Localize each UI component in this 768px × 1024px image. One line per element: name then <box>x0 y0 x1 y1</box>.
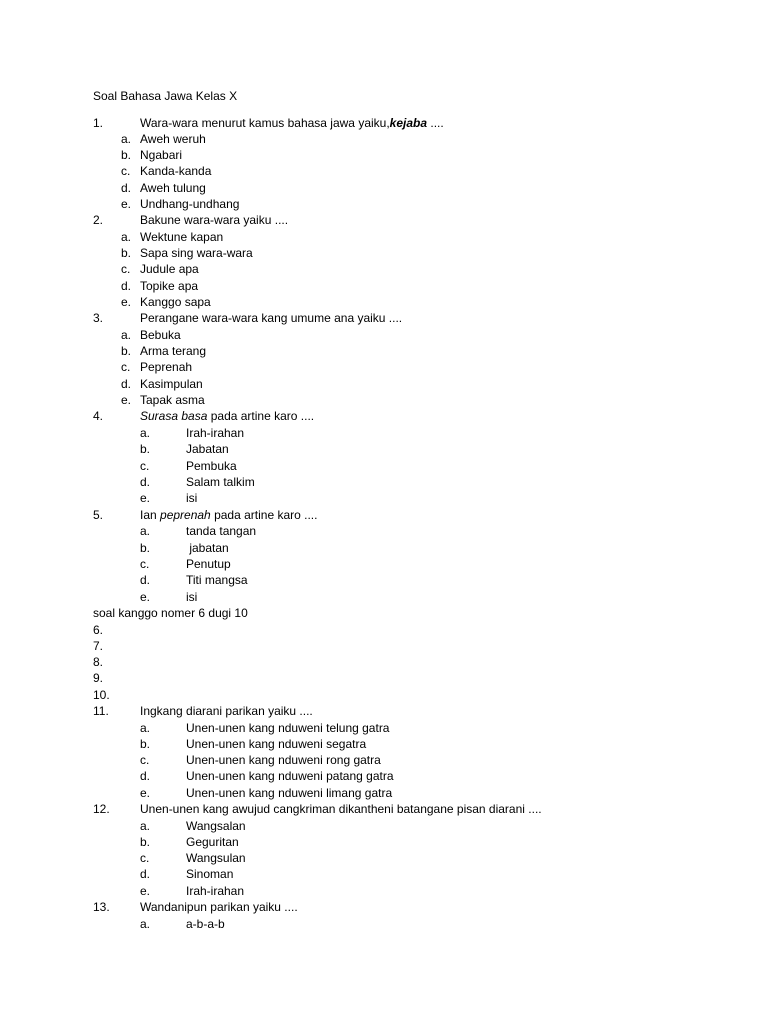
question-number: 7. <box>93 639 104 653</box>
question-number: 1. <box>93 116 104 130</box>
option-letter: b. <box>140 541 151 555</box>
option-text: Peprenah <box>140 360 193 374</box>
option-letter: b. <box>140 835 151 849</box>
question-text: Ingkang diarani parikan yaiku .... <box>140 704 313 718</box>
option-text: Ngabari <box>140 148 183 162</box>
question-number: 8. <box>93 655 104 669</box>
option-text: Unen-unen kang nduweni patang gatra <box>186 769 394 783</box>
option-letter: b. <box>121 344 132 358</box>
question-number: 4. <box>93 409 104 423</box>
option-text: Bebuka <box>140 328 181 342</box>
option-letter: a. <box>140 524 151 538</box>
option-text: Wangsulan <box>186 851 246 865</box>
option-text: Arma terang <box>140 344 207 358</box>
option-letter: e. <box>140 590 151 604</box>
option-letter: b. <box>140 442 151 456</box>
question-text: Ian peprenah pada artine karo .... <box>140 508 318 522</box>
option-text: Wektune kapan <box>140 230 224 244</box>
option-letter: a. <box>140 917 151 931</box>
option-letter: d. <box>140 475 151 489</box>
option-text: Unen-unen kang nduweni rong gatra <box>186 753 381 767</box>
option-letter: a. <box>121 132 132 146</box>
option-text: Wangsalan <box>186 819 246 833</box>
section-note: soal kanggo nomer 6 dugi 10 <box>93 606 248 620</box>
question-number: 2. <box>93 213 104 227</box>
option-letter: e. <box>121 393 132 407</box>
option-letter: c. <box>121 164 131 178</box>
option-text: Undhang-undhang <box>140 197 240 211</box>
option-letter: c. <box>140 459 150 473</box>
option-letter: c. <box>140 753 150 767</box>
option-letter: e. <box>140 786 151 800</box>
option-text: Unen-unen kang nduweni telung gatra <box>186 721 390 735</box>
question-number: 13. <box>93 900 110 914</box>
option-text: Pembuka <box>186 459 237 473</box>
option-text: Salam talkim <box>186 475 255 489</box>
option-letter: e. <box>121 197 132 211</box>
option-text: Aweh weruh <box>140 132 206 146</box>
option-letter: a. <box>121 328 132 342</box>
option-letter: d. <box>140 867 151 881</box>
option-letter: d. <box>140 769 151 783</box>
option-text: tanda tangan <box>186 524 257 538</box>
option-letter: a. <box>140 819 151 833</box>
option-text: jabatan <box>186 541 229 555</box>
question-text: Unen-unen kang awujud cangkriman dikantheni batangane pisan diarani .... <box>140 802 542 816</box>
question-number: 11. <box>93 704 109 718</box>
option-letter: d. <box>121 181 132 195</box>
option-text: Jabatan <box>186 442 229 456</box>
document-title: Soal Bahasa Jawa Kelas X <box>93 89 238 103</box>
option-letter: d. <box>121 279 132 293</box>
option-letter: e. <box>140 884 151 898</box>
option-text: isi <box>186 590 198 604</box>
option-text: Irah-irahan <box>186 426 245 440</box>
option-letter: b. <box>121 246 132 260</box>
option-text: Judule apa <box>140 262 199 276</box>
question-number: 9. <box>93 671 104 685</box>
question-number: 6. <box>93 623 104 637</box>
option-letter: b. <box>140 737 151 751</box>
option-letter: a. <box>140 426 151 440</box>
question-number: 3. <box>93 311 104 325</box>
option-letter: d. <box>121 377 132 391</box>
option-letter: c. <box>140 851 150 865</box>
question-text: Perangane wara-wara kang umume ana yaiku .... <box>140 311 403 325</box>
option-letter: d. <box>140 573 151 587</box>
option-letter: c. <box>140 557 150 571</box>
question-number: 10. <box>93 688 110 702</box>
option-letter: c. <box>121 360 131 374</box>
option-text: Aweh tulung <box>140 181 206 195</box>
option-text: isi <box>186 491 198 505</box>
option-letter: a. <box>121 230 132 244</box>
option-text: Topike apa <box>140 279 199 293</box>
question-text: Wara-wara menurut kamus bahasa jawa yaiku,kejaba .... <box>140 116 444 130</box>
option-text: Titi mangsa <box>186 573 248 587</box>
option-text: a-b-a-b <box>186 917 225 931</box>
option-text: Penutup <box>186 557 231 571</box>
option-text: Unen-unen kang nduweni segatra <box>186 737 367 751</box>
option-text: Kanda-kanda <box>140 164 212 178</box>
option-letter: e. <box>140 491 151 505</box>
option-text: Sapa sing wara-wara <box>140 246 253 260</box>
option-letter: c. <box>121 262 131 276</box>
option-letter: b. <box>121 148 132 162</box>
option-text: Sinoman <box>186 867 234 881</box>
option-text: Unen-unen kang nduweni limang gatra <box>186 786 393 800</box>
option-letter: a. <box>140 721 151 735</box>
option-text: Kanggo sapa <box>140 295 211 309</box>
question-text: Wandanipun parikan yaiku .... <box>140 900 298 914</box>
question-text: Bakune wara-wara yaiku .... <box>140 213 289 227</box>
option-text: Geguritan <box>186 835 239 849</box>
option-text: Kasimpulan <box>140 377 203 391</box>
question-text: Surasa basa pada artine karo .... <box>140 409 315 423</box>
question-number: 5. <box>93 508 104 522</box>
question-number: 12. <box>93 802 110 816</box>
option-letter: e. <box>121 295 132 309</box>
option-text: Tapak asma <box>140 393 205 407</box>
option-text: Irah-irahan <box>186 884 245 898</box>
